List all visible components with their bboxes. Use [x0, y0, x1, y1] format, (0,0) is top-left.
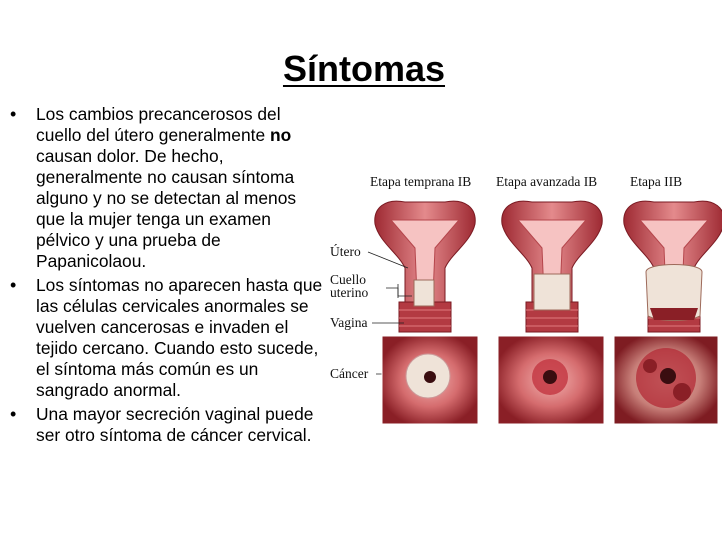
bullet-item	[8, 275, 324, 401]
uterus-label: Útero	[330, 244, 361, 259]
stage-label: Etapa temprana IB	[370, 174, 472, 189]
bullet-item	[8, 404, 324, 446]
tumor-early-image	[414, 280, 434, 306]
bullet-text: Los síntomas no aparecen hasta que las células cervicales anormales se vuelven cancerosas e invaden el tejido cercano. Cuando esto sucede, el síntoma más común es un sangrado anormal.	[36, 275, 323, 400]
cancer-label: Cáncer	[330, 366, 369, 381]
slide-title: Síntomas	[282, 48, 446, 89]
bullet-item	[8, 104, 324, 272]
uterus-early-stage-image	[375, 201, 475, 332]
cervix-label-line1: Cuello	[330, 272, 366, 287]
cervical-cancer-stages-illustration	[328, 170, 722, 428]
uterus-advanced-stage-image	[502, 201, 602, 332]
stage-label: Etapa IIB	[630, 174, 683, 189]
bullet-text: causan dolor. De hecho, generalmente no causan síntoma alguno y no se detectan al menos que la mujer tenga un examen pélvico y una prueba de Papanicolaou.	[36, 146, 297, 271]
cervix-label-line2: uterino	[330, 285, 369, 300]
bullet-bold-text: no	[269, 125, 292, 145]
bullet-text: Los cambios precancerosos del cuello del útero generalmente	[36, 104, 281, 145]
bullet-text: Una mayor secreción vaginal puede ser otro síntoma de cáncer cervical.	[36, 404, 314, 445]
vagina-label: Vagina	[330, 315, 368, 330]
tumor-advanced-image	[534, 274, 570, 310]
bullet-list	[8, 104, 324, 449]
stage-label: Etapa avanzada IB	[496, 174, 598, 189]
bleeding-iib-image	[650, 308, 698, 320]
